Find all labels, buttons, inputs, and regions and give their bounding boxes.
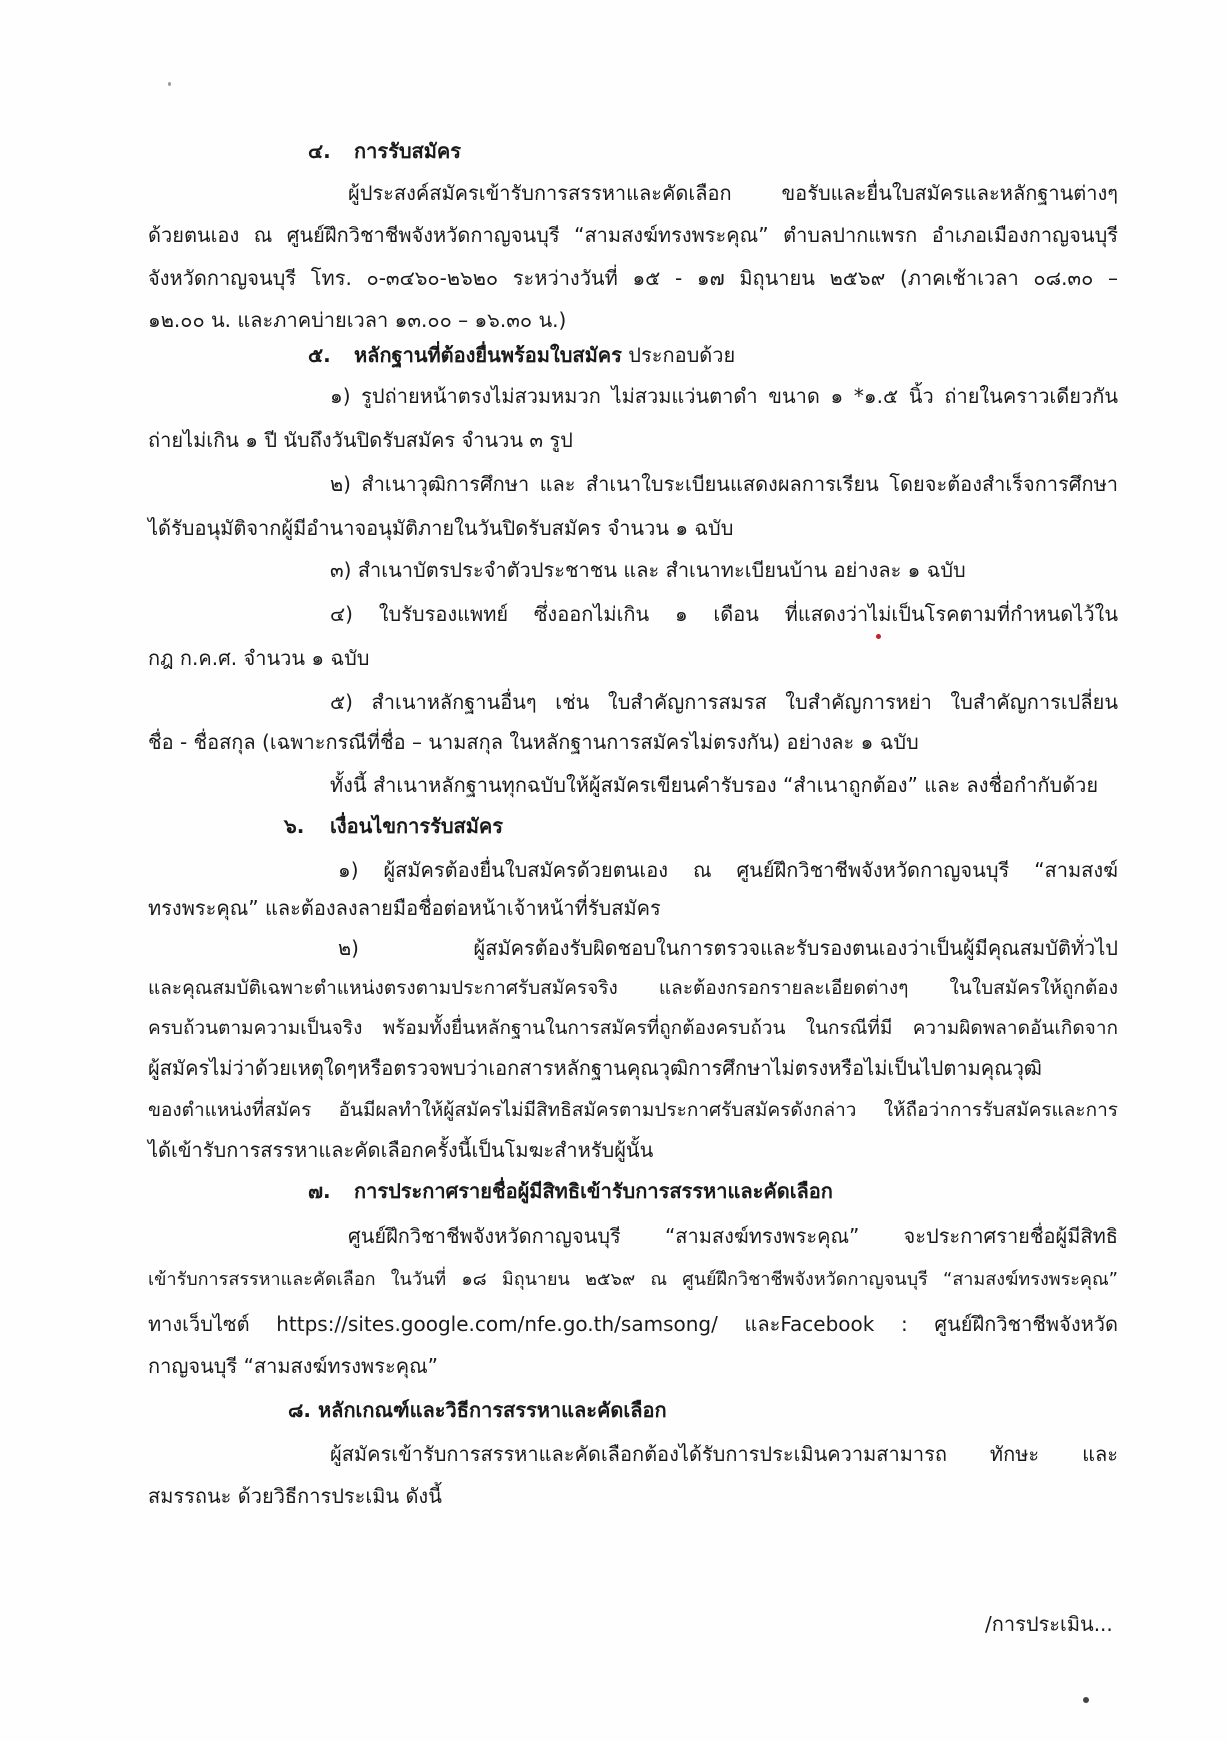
- scan-speck: [1083, 1697, 1089, 1703]
- section7-number: ๗.: [308, 1179, 331, 1203]
- section4-title: การรับสมัคร: [354, 139, 462, 163]
- section8-heading: [288, 1392, 667, 1428]
- section8-line-2: สมรรถนะ ด้วยวิธีการประเมิน ดังนี้: [148, 1484, 442, 1508]
- section5-item2-line-2: ได้รับอนุมัติจากผู้มีอำนาจอนุมัติภายในวันปิดรับสมัคร จำนวน ๑ ฉบับ: [148, 516, 734, 540]
- section6-title: เงื่อนไขการรับสมัคร: [330, 814, 504, 838]
- section7-line-3: ทางเว็บไซต์ https://sites.google.com/nfe.go.th/samsong/ และFacebook : ศูนย์ฝึกวิชาชีพจังหวัด: [148, 1312, 1118, 1336]
- section5-item2-line-1: ๒) สำเนาวุฒิการศึกษา และ สำเนาใบระเบียนแสดงผลการเรียน โดยจะต้องสำเร็จการศึกษา: [330, 472, 1118, 496]
- section6-item1-line-1: ๑) ผู้สมัครต้องยื่นใบสมัครด้วยตนเอง ณ ศูนย์ฝึกวิชาชีพจังหวัดกาญจนบุรี “สามสงฆ์: [338, 858, 1118, 882]
- section5-note: ทั้งนี้ สำเนาหลักฐานทุกฉบับให้ผู้สมัครเขียนคำรับรอง “สำเนาถูกต้อง” และ ลงชื่อกำกับด้วย: [330, 773, 1099, 797]
- section4-line-1: ผู้ประสงค์สมัครเข้ารับการสรรหาและคัดเลือก ขอรับและยื่นใบสมัครและหลักฐานต่างๆ: [348, 181, 1118, 205]
- section8-line-1: ผู้สมัครเข้ารับการสรรหาและคัดเลือกต้องได้รับการประเมินความสามารถ ทักษะ และ: [330, 1442, 1118, 1466]
- section5-item4-line-2: กฎ ก.ค.ศ. จำนวน ๑ ฉบับ: [148, 646, 370, 670]
- section5-number: ๕.: [308, 343, 331, 367]
- section7-line-1: ศูนย์ฝึกวิชาชีพจังหวัดกาญจนบุรี “สามสงฆ์ทรงพระคุณ” จะประกาศรายชื่อผู้มีสิทธิ: [348, 1224, 1118, 1248]
- section4-heading: [308, 133, 461, 169]
- scan-speck: [168, 82, 171, 86]
- section6-item2-line-5: ของตำแหน่งที่สมัคร อันมีผลทำให้ผู้สมัครไม่มีสิทธิสมัครตามประกาศรับสมัครดังกล่าว ให้ถือว่าการรับสมัครและการ: [148, 1099, 1118, 1121]
- section7-line-2: เข้ารับการสรรหาและคัดเลือก ในวันที่ ๑๘ มิถุนายน ๒๕๖๙ ณ ศูนย์ฝึกวิชาชีพจังหวัดกาญจนบุรี “สามสงฆ์ทรงพระคุณ”: [148, 1269, 1118, 1290]
- section5-title-suffix: ประกอบด้วย: [628, 343, 736, 367]
- section7-title: การประกาศรายชื่อผู้มีสิทธิเข้ารับการสรรหาและคัดเลือก: [354, 1179, 833, 1203]
- section6-item2-line-4: ผู้สมัครไม่ว่าด้วยเหตุใดๆหรือตรวจพบว่าเอกสารหลักฐานคุณวุฒิการศึกษาไม่ตรงหรือไม่เป็นไปตามคุณวุฒิ: [148, 1056, 1042, 1080]
- section4-line-4: ๑๒.๐๐ น. และภาคบ่ายเวลา ๑๓.๐๐ – ๑๖.๓๐ น.): [148, 308, 567, 332]
- section8-number: ๘.: [288, 1398, 312, 1422]
- section5-item3: ๓) สำเนาบัตรประจำตัวประชาชน และ สำเนาทะเบียนบ้าน อย่างละ ๑ ฉบับ: [330, 558, 966, 582]
- section7-heading: [308, 1173, 833, 1209]
- section6-number: ๖.: [284, 814, 305, 838]
- section6-item2-line-1: ๒) ผู้สมัครต้องรับผิดชอบในการตรวจและรับรองตนเองว่าเป็นผู้มีคุณสมบัติทั่วไป: [338, 936, 1118, 960]
- section5-item5-line-1: ๕) สำเนาหลักฐานอื่นๆ เช่น ใบสำคัญการสมรส ใบสำคัญการหย่า ใบสำคัญการเปลี่ยน: [330, 690, 1118, 714]
- section6-item2-line-3: ครบถ้วนตามความเป็นจริง พร้อมทั้งยื่นหลักฐานในการสมัครที่ถูกต้องครบถ้วน ในกรณีที่มี ความผิดพลาดอันเกิดจาก: [148, 1017, 1118, 1039]
- scan-speck: [876, 634, 881, 639]
- section5-item5-line-2: ชื่อ - ชื่อสกุล (เฉพาะกรณีที่ชื่อ – นามสกุล ในหลักฐานการสมัครไม่ตรงกัน) อย่างละ ๑ ฉบับ: [148, 730, 919, 754]
- section8-title: หลักเกณฑ์และวิธีการสรรหาและคัดเลือก: [318, 1398, 667, 1422]
- section6-heading: [284, 808, 503, 844]
- section4-number: ๔.: [308, 139, 331, 163]
- section7-line-4: กาญจนบุรี “สามสงฆ์ทรงพระคุณ”: [148, 1354, 439, 1378]
- section5-title: หลักฐานที่ต้องยื่นพร้อมใบสมัคร: [354, 343, 622, 367]
- section5-item1-line-1: ๑) รูปถ่ายหน้าตรงไม่สวมหมวก ไม่สวมแว่นตาดำ ขนาด ๑ *๑.๕ นิ้ว ถ่ายในคราวเดียวกัน: [330, 384, 1118, 408]
- section6-item1-line-2: ทรงพระคุณ” และต้องลงลายมือชื่อต่อหน้าเจ้าหน้าที่รับสมัคร: [148, 896, 661, 920]
- section5-item1-line-2: ถ่ายไม่เกิน ๑ ปี นับถึงวันปิดรับสมัคร จำนวน ๓ รูป: [148, 428, 573, 452]
- section6-item2-line-6: ได้เข้ารับการสรรหาและคัดเลือกครั้งนี้เป็นโมฆะสำหรับผู้นั้น: [148, 1138, 654, 1162]
- section4-line-3: จังหวัดกาญจนบุรี โทร. ๐-๓๔๖๐-๒๖๒๐ ระหว่างวันที่ ๑๕ - ๑๗ มิถุนายน ๒๕๖๙ (ภาคเช้าเวลา ๐๘.๓๐ –: [148, 266, 1118, 290]
- page-continuation: /การประเมิน...: [985, 1612, 1113, 1636]
- section5-item4-line-1: ๔) ใบรับรองแพทย์ ซึ่งออกไม่เกิน ๑ เดือน ที่แสดงว่าไม่เป็นโรคตามที่กำหนดไว้ใน: [330, 602, 1118, 626]
- section5-heading: [308, 337, 735, 373]
- section6-item2-line-2: และคุณสมบัติเฉพาะตำแหน่งตรงตามประกาศรับสมัครจริง และต้องกรอกรายละเอียดต่างๆ ในใบสมัครให้ถูกต้อง: [148, 977, 1118, 999]
- section4-line-2: ด้วยตนเอง ณ ศูนย์ฝึกวิชาชีพจังหวัดกาญจนบุรี “สามสงฆ์ทรงพระคุณ” ตำบลปากแพรก อำเภอเมืองกาญจนบุรี: [148, 223, 1118, 247]
